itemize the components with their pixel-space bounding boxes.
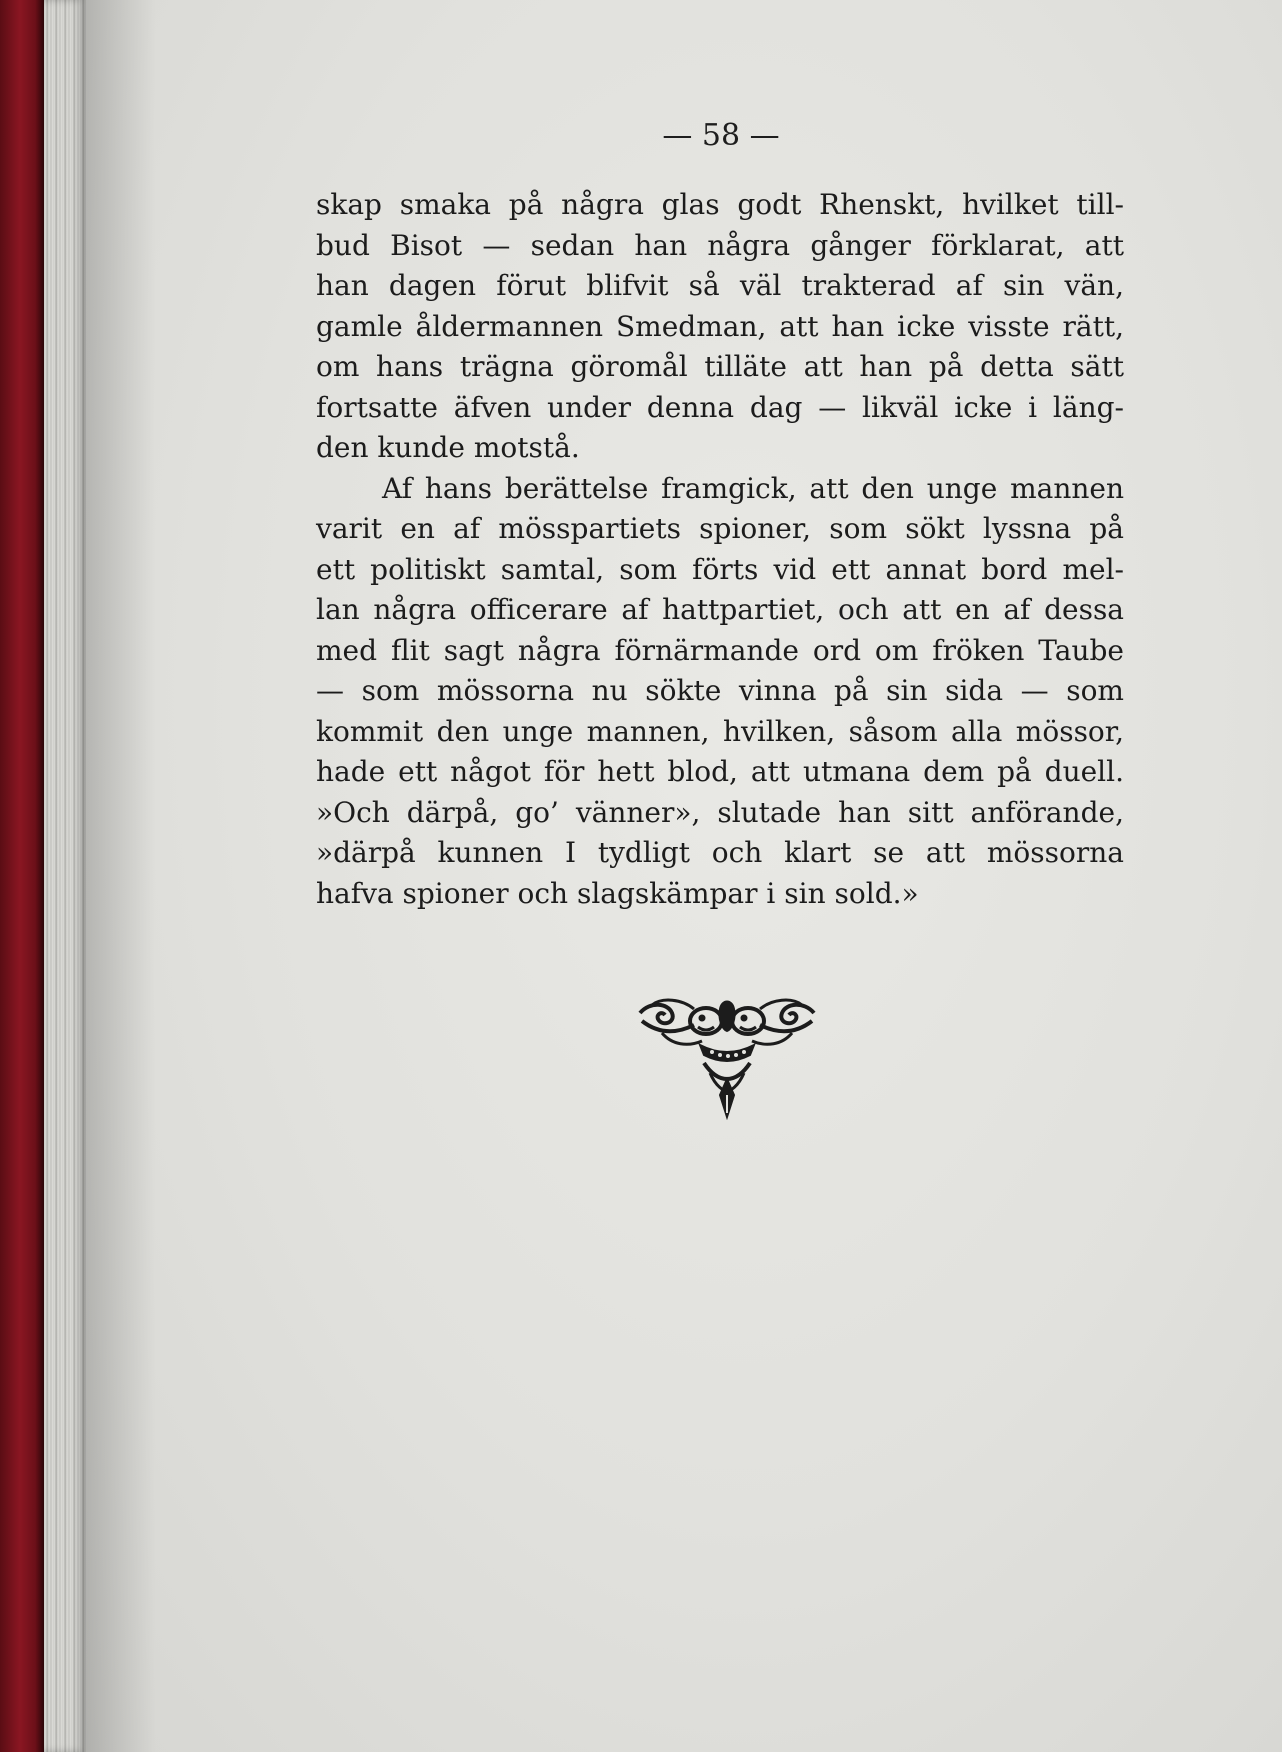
text-line: gamle åldermannen Smedman, att han icke visste rätt, [316, 309, 1124, 343]
fleuron-ornament-icon [632, 995, 822, 1120]
paragraph-1 [316, 185, 1124, 469]
text-line: ett politiskt samtal, som förts vid ett annat bord mel- [316, 552, 1124, 586]
text-line: fortsatte äfven under denna dag — likväl icke i läng- [316, 390, 1124, 424]
gutter-shadow [86, 0, 156, 1752]
body-text [316, 185, 1124, 914]
book-cover-edge [0, 0, 44, 1752]
text-line: bud Bisot — sedan han några gånger förklarat, att [316, 228, 1124, 262]
text-line: skap smaka på några glas godt Rhenskt, hvilket till- [316, 188, 1124, 221]
text-line: »därpå kunnen I tydligt och klart se att mössorna [316, 836, 1124, 869]
text-line: med flit sagt några förnärmande ord om fröken Taube [316, 633, 1124, 667]
paragraph-2 [316, 469, 1124, 915]
text-line: han dagen förut blifvit så väl trakterad af sin vän, [316, 269, 1124, 302]
page-edges [44, 0, 86, 1752]
text-line: om hans trägna göromål tilläte att han på detta sätt [316, 350, 1124, 383]
text-line: »Och därpå, go’ vänner», slutade han sitt anförande, [316, 795, 1124, 829]
text-line: lan några officerare af hattpartiet, och att en af dessa [316, 593, 1124, 626]
text-line: den kunde motstå. [316, 431, 580, 464]
page-number: — 58 — [662, 118, 780, 153]
text-line: Af hans berättelse framgick, att den unge mannen [382, 471, 1124, 505]
text-line: hade ett något för hett blod, att utmana dem på duell. [316, 755, 1124, 788]
text-line: varit en af mösspartiets spioner, som sökt lyssna på [316, 512, 1124, 545]
text-line: — som mössorna nu sökte vinna på sin sida — som [316, 674, 1124, 707]
text-line: hafva spioner och slagskämpar i sin sold.» [316, 876, 919, 910]
text-line: kommit den unge mannen, hvilken, såsom alla mössor, [316, 714, 1124, 748]
